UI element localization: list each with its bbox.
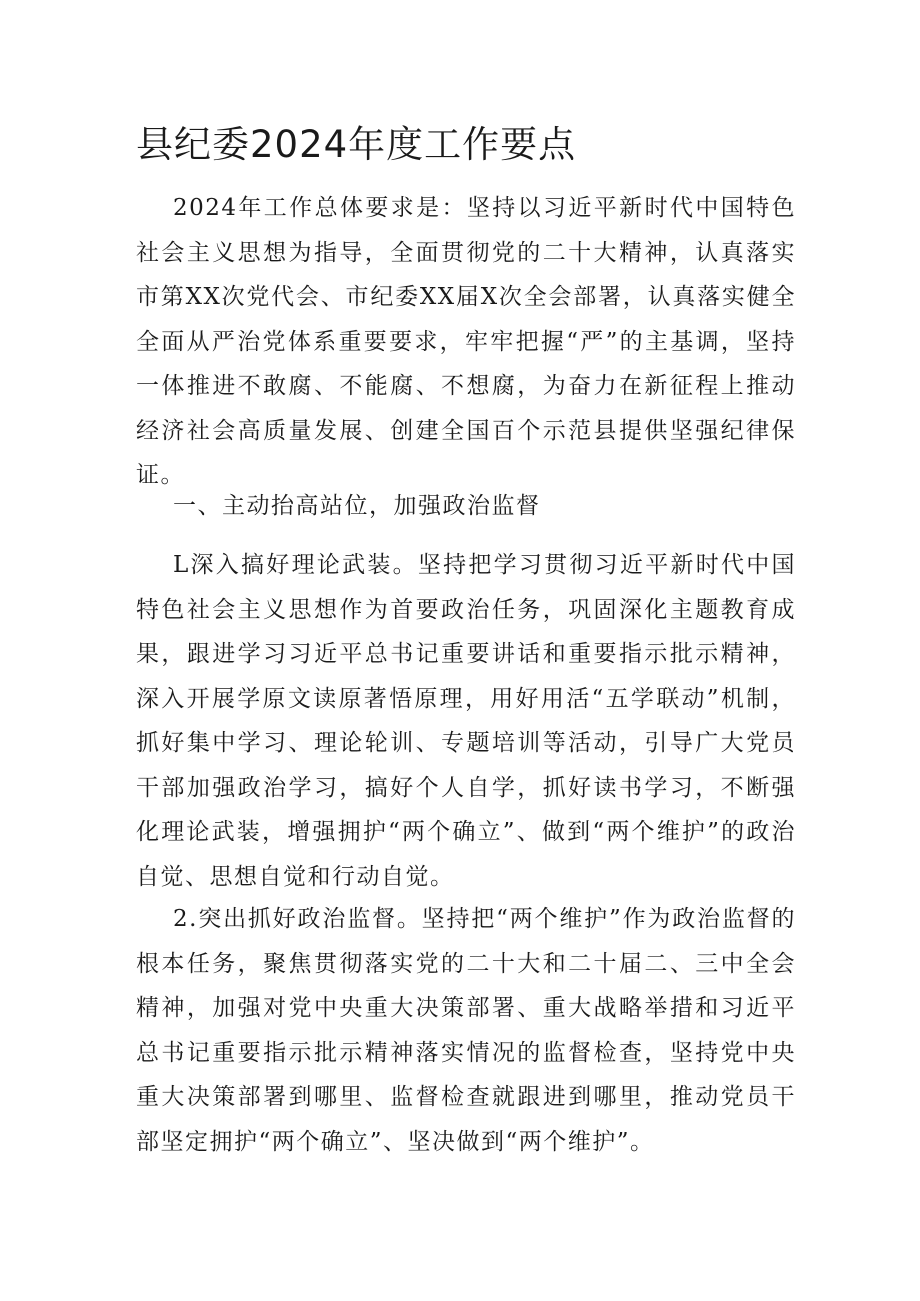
section-item-1-paragraph: L深入搞好理论武装。坚持把学习贯彻习近平新时代中国特色社会主义思想作为首要政治任务，巩固深化主题教育成果，跟进学习习近平总书记重要讲话和重要指示批示精神，深入开展学原文读原著悟原理，用好用活“五学联动”机制，抓好集中学习、理论轮训、专题培训等活动，引导广大党员干部加强政治学习，搞好个人自学，抓好读书学习，不断强化理论武装，增强拥护“两个确立”、做到“两个维护”的政治自觉、思想自觉和行动自觉。 [136, 552, 796, 890]
document-title: 县纪委2024年度工作要点 [136, 123, 577, 166]
section-heading: 一、主动抬高站位，加强政治监督 [173, 493, 541, 519]
intro-paragraph: 2024年工作总体要求是：坚持以习近平新时代中国特色社会主义思想为指导，全面贯彻党的二十大精神，认真落实市第XX次党代会、市纪委XX届X次全会部署，认真落实健全全面从严治党体系重要要求，牢牢把握“严”的主基调，坚持一体推进不敢腐、不能腐、不想腐，为奋力在新征程上推动经济社会高质量发展、创建全国百个示范县提供坚强纪律保证。 [136, 195, 796, 488]
section-item-2-paragraph: 2.突出抓好政治监督。坚持把“两个维护”作为政治监督的根本任务，聚焦贯彻落实党的二十大和二十届二、三中全会精神，加强对党中央重大决策部署、重大战略举措和习近平总书记重要指示批示精神落实情况的监督检查，坚持党中央重大决策部署到哪里、监督检查就跟进到哪里，推动党员干部坚定拥护“两个确立”、坚决做到“两个维护”。 [136, 906, 796, 1155]
